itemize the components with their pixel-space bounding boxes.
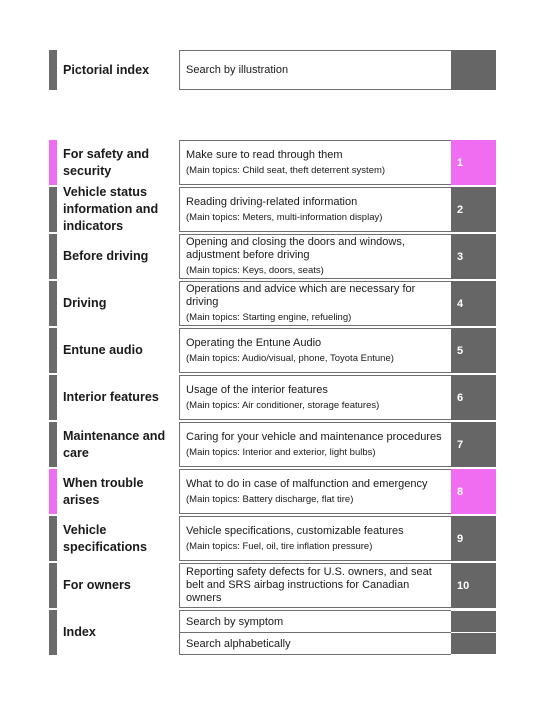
chapter-title: Driving	[63, 296, 107, 310]
chapter-row-7[interactable]	[49, 422, 496, 467]
pictorial-index-bar	[49, 50, 57, 90]
chapter-bar	[49, 281, 57, 326]
index-tab-alphabetical[interactable]	[451, 633, 496, 654]
chapter-main-text: Make sure to read through them	[186, 148, 343, 161]
chapter-bar	[49, 234, 57, 279]
search-by-symptom-link[interactable]: Search by symptom	[179, 610, 451, 633]
chapter-bar	[49, 140, 57, 185]
chapter-row-3[interactable]	[49, 234, 496, 279]
pictorial-index-text: Search by illustration	[186, 63, 289, 76]
chapter-bar	[49, 328, 57, 373]
chapter-row-4[interactable]	[49, 281, 496, 326]
pictorial-index-row[interactable]	[49, 50, 496, 90]
chapter-main-topics: (Main topics: Battery discharge, flat tire)	[186, 493, 354, 505]
chapter-tab[interactable]: 4	[451, 281, 496, 326]
chapter-description[interactable]	[179, 422, 451, 467]
chapter-title: Vehicle status information and indicators	[63, 185, 159, 233]
chapter-title: Entune audio	[63, 343, 143, 357]
index-title: Index	[63, 625, 96, 639]
chapter-main-text: Reading driving-related information	[186, 195, 358, 208]
chapter-description[interactable]	[179, 187, 451, 232]
chapter-row-9[interactable]	[49, 516, 496, 561]
chapter-main-text: Opening and closing the doors and windows, adjustment before driving	[186, 236, 405, 261]
chapter-tab[interactable]: 9	[451, 516, 496, 561]
chapter-row-1[interactable]	[49, 140, 496, 185]
chapter-title: For owners	[63, 578, 131, 592]
chapter-main-text: What to do in case of malfunction and emergency	[186, 477, 428, 490]
chapter-bar	[49, 563, 57, 608]
chapter-title: When trouble arises	[63, 475, 144, 507]
pictorial-index-tab[interactable]	[451, 50, 496, 90]
chapter-tab[interactable]: 3	[451, 234, 496, 279]
chapter-tab[interactable]: 5	[451, 328, 496, 373]
search-alphabetically-link[interactable]: Search alphabetically	[179, 632, 451, 655]
index-bar	[49, 610, 57, 655]
chapter-main-text: Operating the Entune Audio	[186, 336, 322, 349]
chapter-tab[interactable]: 6	[451, 375, 496, 420]
chapter-description[interactable]	[179, 281, 451, 326]
chapter-bar	[49, 375, 57, 420]
index-tab-symptom[interactable]	[451, 611, 496, 632]
chapter-row-8[interactable]	[49, 469, 496, 514]
chapter-main-text: Usage of the interior features	[186, 383, 328, 396]
chapter-description[interactable]	[179, 140, 451, 185]
chapter-main-topics: (Main topics: Interior and exterior, light bulbs)	[186, 446, 376, 458]
chapter-bar	[49, 516, 57, 561]
pictorial-index-title: Pictorial index	[63, 62, 150, 77]
chapter-title: For safety and security	[63, 146, 150, 178]
chapter-row-6[interactable]	[49, 375, 496, 420]
chapter-tab[interactable]: 7	[451, 422, 496, 467]
chapter-main-text: Vehicle specifications, customizable features	[186, 524, 404, 537]
chapter-title: Maintenance and care	[63, 428, 166, 460]
chapter-row-2[interactable]	[49, 187, 496, 232]
chapter-tab[interactable]: 1	[451, 140, 496, 185]
chapter-main-topics: (Main topics: Keys, doors, seats)	[186, 265, 324, 276]
chapter-bar	[49, 187, 57, 232]
chapter-main-text: Reporting safety defects for U.S. owners, and seat belt and SRS airbag instructions for Canadian owners	[186, 566, 432, 604]
chapter-main-topics: (Main topics: Fuel, oil, tire inflation pressure)	[186, 540, 373, 552]
chapter-description[interactable]	[179, 563, 451, 608]
chapter-description[interactable]	[179, 516, 451, 561]
chapter-main-topics: (Main topics: Child seat, theft deterrent system)	[186, 164, 386, 176]
chapter-description[interactable]	[179, 375, 451, 420]
pictorial-index-description[interactable]	[179, 50, 451, 90]
chapter-tab[interactable]: 10	[451, 563, 496, 608]
chapter-main-topics: (Main topics: Air conditioner, storage features)	[186, 399, 380, 411]
chapter-title: Before driving	[63, 249, 149, 263]
chapter-row-5[interactable]	[49, 328, 496, 373]
chapter-description[interactable]	[179, 234, 451, 279]
chapter-bar	[49, 422, 57, 467]
chapter-main-text: Caring for your vehicle and maintenance procedures	[186, 430, 442, 443]
chapter-main-topics: (Main topics: Audio/visual, phone, Toyota Entune)	[186, 352, 394, 364]
chapter-tab[interactable]: 2	[451, 187, 496, 232]
chapter-main-text: Operations and advice which are necessary for driving	[186, 283, 416, 308]
index-row	[49, 610, 496, 655]
chapter-bar	[49, 469, 57, 514]
chapter-title: Vehicle specifications	[63, 522, 147, 554]
chapter-row-10[interactable]	[49, 563, 496, 608]
chapter-main-topics: (Main topics: Meters, multi-information display)	[186, 211, 383, 223]
chapter-title: Interior features	[63, 390, 159, 404]
chapter-description[interactable]	[179, 328, 451, 373]
chapter-main-topics: (Main topics: Starting engine, refueling)	[186, 312, 352, 323]
chapter-description[interactable]	[179, 469, 451, 514]
chapter-tab[interactable]: 8	[451, 469, 496, 514]
